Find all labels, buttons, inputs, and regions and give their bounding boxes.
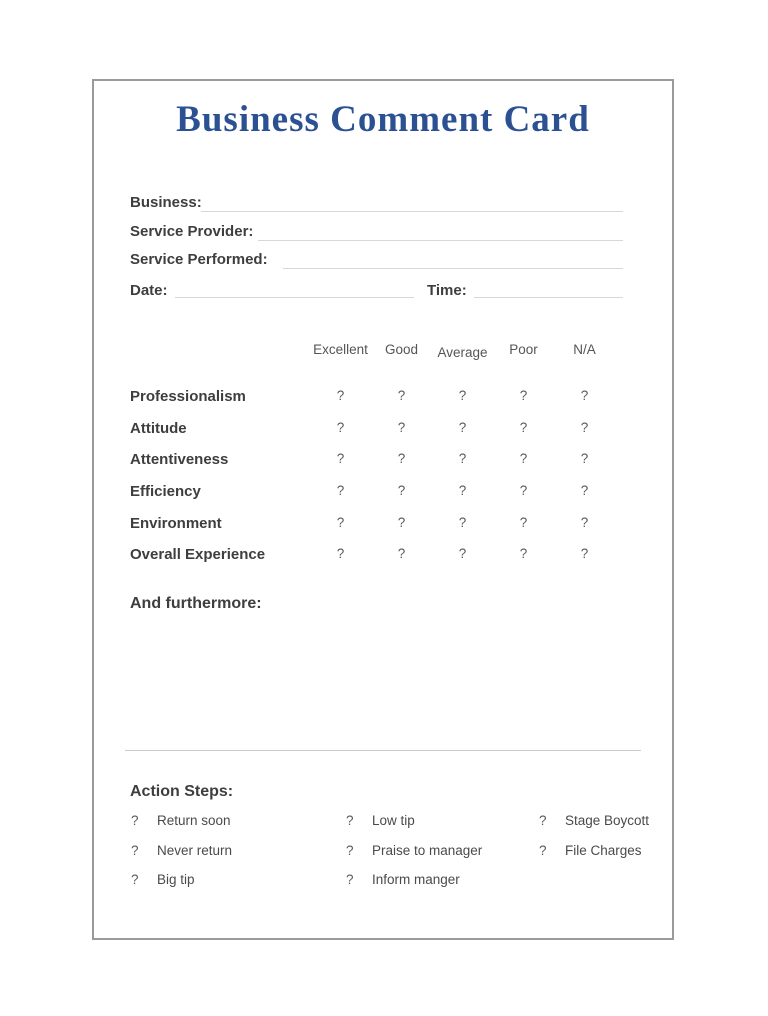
action-step-label: Never return	[157, 842, 233, 858]
action-step-low-tip	[346, 814, 482, 844]
rating-checkbox-good[interactable]: ?	[397, 419, 406, 435]
action-step-stage-boycott	[539, 814, 649, 844]
service-provider-input-line[interactable]	[258, 240, 623, 241]
rating-checkbox-good[interactable]: ?	[397, 514, 406, 530]
rating-checkbox-na[interactable]: ?	[580, 419, 589, 435]
rating-checkbox-good[interactable]: ?	[397, 546, 406, 562]
rating-row-label: Efficiency	[130, 483, 201, 501]
service-performed-input-line[interactable]	[283, 268, 623, 269]
date-label: Date:	[130, 282, 168, 299]
action-step-label: Big tip	[157, 872, 195, 888]
action-step-file-charges	[539, 844, 649, 874]
rating-checkbox-na[interactable]: ?	[580, 514, 589, 530]
rating-checkbox-poor[interactable]: ?	[519, 388, 528, 403]
action-steps-column-1	[131, 814, 232, 903]
action-step-never-return	[131, 844, 232, 874]
action-step-checkbox[interactable]: ?	[346, 813, 354, 828]
rating-checkbox-na[interactable]: ?	[580, 388, 589, 403]
rating-checkbox-excellent[interactable]: ?	[336, 546, 345, 562]
action-step-label: Inform manger	[372, 872, 460, 888]
action-step-inform-manger	[346, 873, 482, 903]
rating-checkbox-na[interactable]: ?	[580, 483, 589, 499]
date-input-line[interactable]	[175, 297, 414, 298]
rating-checkbox-na[interactable]: ?	[580, 451, 589, 467]
action-steps-column-3	[539, 814, 649, 873]
column-header-poor: Poor	[509, 342, 538, 357]
time-label: Time:	[427, 282, 467, 299]
rating-checkbox-average[interactable]: ?	[458, 419, 467, 435]
action-step-checkbox[interactable]: ?	[346, 872, 354, 888]
action-step-label: Praise to manager	[372, 842, 483, 858]
service-provider-label: Service Provider:	[130, 223, 254, 240]
business-input-line[interactable]	[201, 211, 623, 212]
action-steps-column-2	[346, 814, 482, 903]
action-step-praise-to-manager	[346, 844, 482, 874]
action-step-label: Return soon	[157, 813, 231, 828]
rating-checkbox-poor[interactable]: ?	[519, 451, 528, 467]
column-header-na: N/A	[573, 342, 596, 357]
rating-checkbox-poor[interactable]: ?	[519, 419, 528, 435]
action-step-return-soon	[131, 814, 232, 844]
rating-checkbox-good[interactable]: ?	[397, 451, 406, 467]
rating-checkbox-excellent[interactable]: ?	[336, 483, 345, 499]
rating-row-environment	[130, 516, 630, 548]
action-step-checkbox[interactable]: ?	[131, 872, 139, 888]
action-steps-heading: Action Steps:	[130, 783, 234, 800]
rating-checkbox-excellent[interactable]: ?	[336, 388, 345, 403]
business-label: Business:	[130, 194, 202, 211]
time-input-line[interactable]	[474, 297, 623, 298]
rating-checkbox-excellent[interactable]: ?	[336, 419, 345, 435]
action-step-checkbox[interactable]: ?	[539, 813, 547, 828]
action-step-checkbox[interactable]: ?	[346, 842, 354, 858]
action-step-checkbox[interactable]: ?	[539, 842, 547, 858]
rating-checkbox-poor[interactable]: ?	[519, 514, 528, 530]
comment-card-page	[92, 79, 674, 940]
action-step-label: Low tip	[372, 813, 415, 828]
service-performed-label: Service Performed:	[130, 251, 268, 268]
column-header-average: Average	[437, 345, 488, 360]
column-header-excellent: Excellent	[313, 342, 368, 357]
rating-checkbox-na[interactable]: ?	[580, 546, 589, 562]
rating-checkbox-average[interactable]: ?	[458, 514, 467, 530]
rating-checkbox-average[interactable]: ?	[458, 483, 467, 499]
rating-checkbox-poor[interactable]: ?	[519, 546, 528, 562]
rating-checkbox-excellent[interactable]: ?	[336, 514, 345, 530]
rating-header-row	[130, 343, 630, 389]
action-step-checkbox[interactable]: ?	[131, 842, 139, 858]
rating-row-overall-experience	[130, 547, 630, 579]
rating-row-attentiveness	[130, 452, 630, 484]
action-step-label: Stage Boycott	[565, 813, 650, 828]
rating-row-label: Environment	[130, 514, 222, 532]
rating-checkbox-average[interactable]: ?	[458, 451, 467, 467]
rating-checkbox-poor[interactable]: ?	[519, 483, 528, 499]
action-step-big-tip	[131, 873, 232, 903]
column-header-good: Good	[384, 342, 419, 357]
rating-row-label: Professionalism	[130, 388, 246, 405]
section-divider	[125, 750, 641, 751]
rating-row-label: Overall Experience	[130, 546, 266, 564]
rating-row-efficiency	[130, 484, 630, 516]
rating-row-label: Attentiveness	[130, 451, 229, 469]
rating-checkbox-average[interactable]: ?	[458, 388, 467, 403]
rating-checkbox-good[interactable]: ?	[397, 483, 406, 499]
action-step-label: File Charges	[565, 842, 642, 858]
page-title: Business Comment Card	[176, 99, 590, 140]
furthermore-label: And furthermore:	[130, 595, 262, 612]
rating-checkbox-good[interactable]: ?	[397, 388, 406, 403]
rating-row-professionalism	[130, 389, 630, 421]
rating-row-label: Attitude	[130, 419, 187, 437]
rating-checkbox-average[interactable]: ?	[458, 546, 467, 562]
rating-checkbox-excellent[interactable]: ?	[336, 451, 345, 467]
rating-row-attitude	[130, 421, 630, 453]
action-step-checkbox[interactable]: ?	[131, 813, 139, 828]
rating-table	[130, 343, 630, 579]
